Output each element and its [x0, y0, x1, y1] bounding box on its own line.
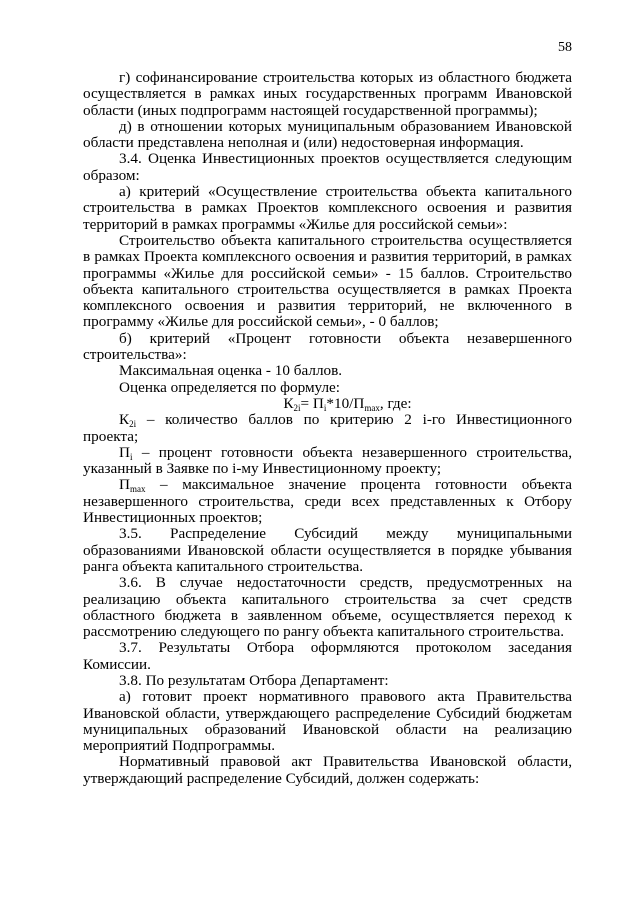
paragraph-criterion-a-scoring: Строительство объекта капитального строительства осуществляется в рамках Проекта комплексного освоения и развития территорий, в рамках программы «Жилье для российской семьи» - 15 баллов. Строительство объекта капитального строительства осуществляется в рамках Проекта комплексного освоения и развития территорий, не включенного в программу «Жилье для российской семьи», - 0 баллов; [83, 231, 572, 331]
paragraph-normative-act: Нормативный правовой акт Правительства Ивановской области, утверждающий распределение Субсидий, должен содержать: [83, 753, 572, 787]
definition-pi: $П_i$ – процент готовности объекта незавершенного строительства, указанный в Заявке по i-му Инвестиционному проекту; [83, 443, 572, 478]
formula: $К_{2i}= П_i*10/П_{max}$, где: [283, 394, 412, 413]
paragraph-criterion-a: а) критерий «Осуществление строительства объекта капитального строительства в рамках Проектов комплексного освоения и развития территорий в рамках программы «Жилье для российской семьи»: [83, 183, 572, 233]
page-number: 58 [558, 40, 572, 55]
paragraph-3-8: 3.8. По результатам Отбора Департамент: [119, 671, 389, 689]
paragraph-g: г) софинансирование строительства которых из областного бюджета осуществляется в рамках иных государственных программ Ивановской области (иных подпрограмм настоящей государственной программы); [83, 69, 572, 119]
definition-k2i: $К_{2i}$ – количество баллов по критерию 2 i-го Инвестиционного проекта; [83, 411, 572, 445]
paragraph-3-5: 3.5. Распределение Субсидий между муниципальными образованиями Ивановской области осуществляется в порядке убывания ранга объекта капитального строительства. [83, 525, 572, 575]
definition-pmax: $П_{max}$ – максимальное значение процента готовности объекта незавершенного строительства, среди всех представленных к Отбору Инвестиционных проектов; [83, 476, 572, 527]
paragraph-3-7: 3.7. Результаты Отбора оформляются протоколом заседания Комиссии. [83, 639, 572, 673]
paragraph-criterion-b: б) критерий «Процент готовности объекта незавершенного строительства»: [83, 329, 572, 364]
paragraph-3-8-a: а) готовит проект нормативного правового акта Правительства Ивановской области, утверждающего распределение Субсидий бюджетам муниципальных образований Ивановской области на реализацию мероприятий Подпрограммы. [83, 688, 572, 755]
paragraph-formula-intro: Оценка определяется по формуле: [119, 378, 341, 396]
document-body [83, 70, 572, 787]
paragraph-3-4: 3.4. Оценка Инвестиционных проектов осуществляется следующим образом: [83, 150, 572, 184]
paragraph-max-score: Максимальная оценка - 10 баллов. [119, 362, 343, 380]
paragraph-d: д) в отношении которых муниципальным образованием Ивановской области представлена неполная и (или) недостоверная информация. [83, 117, 572, 152]
paragraph-3-6: 3.6. В случае недостаточности средств, предусмотренных на реализацию объекта капитального строительства за счет средств областного бюджета в заявленном объеме, осуществляется переход к рассмотрению следующего по рангу объекта капитального строительства. [83, 574, 572, 641]
